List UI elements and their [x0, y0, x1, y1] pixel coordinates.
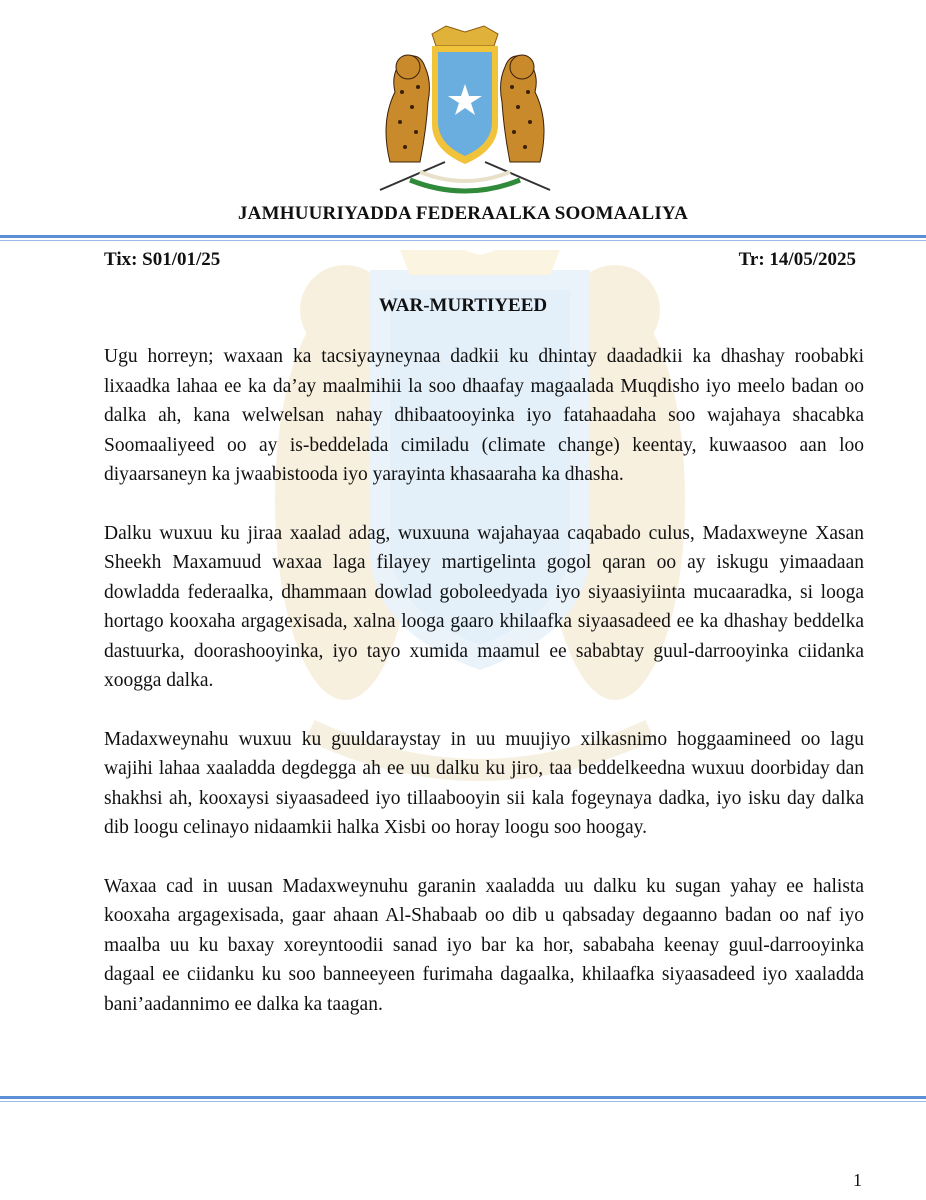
footer-divider-thin — [0, 1101, 926, 1102]
header-divider-thin — [0, 240, 926, 241]
paragraph: Ugu horreyn; waxaan ka tacsiyayneynaa dadkii ku dhintay daadadkii ka dhashay roobabki lixaadka lahaa ee ka da’ay maalmihii la soo dhaafay magaalada Muqdisho iyo meelo badan oo dalka ah, kana welwelsan nahay dhibaatooyinka iyo fatahaadaha soo wajahaya shacabka Soomaaliyeed oo ay is-beddelada cimiladu (climate change) keentay, kuwaasoo aan loo diyaarsaneyn ka jwaabistooda iyo yarayinta khasaaraha ka dhasha. — [104, 346, 864, 485]
footer-divider — [0, 1096, 926, 1099]
page-number: 1 — [853, 1170, 862, 1190]
document-title: WAR-MURTIYEED — [378, 295, 548, 316]
org-title: JAMHUURIYADDA FEDERAALKA SOOMAALIYA — [237, 203, 689, 224]
paragraph: Madaxweynahu wuxuu ku guuldaraystay in uu muujiyo xilkasnimo hoggaamineed oo lagu wajihi lahaa xaaladda degdegga ah ee uu dalku ku jiro, taa beddelkeedna wuxuu doorbiday dan shakhsi ah, kooxaysi siyaasadeed iyo tillaabooyin sii kala fogeynaya dadka, iyo isku day dalka dib loogu celinayo nidaamkii halka Xisbi oo horay loogu soo hoogay. — [104, 728, 864, 838]
paragraph: Waxaa cad in uusan Madaxweynuhu garanin xaaladda uu dalku ku sugan yahay ee halista kooxaha argagexisada, gaar ahaan Al-Shabaab oo dib u qabsaday degaanno badan oo naf iyo maalba uu ku baxay xoreyntoodii sanad iyo bar ka hor, sababaha keenay guul-darrooyinka dagaal ee ciidanku ku soo banneeyeen furimaha dagaalka, khilaafka siyaasadeed iyo xaaladda bani’aadannimo ee dalka ka taagan. — [104, 875, 864, 1015]
document-body — [104, 342, 864, 1048]
document-date: Tr: 14/05/2025 — [738, 249, 856, 270]
paragraph: Dalku wuxuu ku jiraa xaalad adag, wuxuuna wajahayaa caqabado culus, Madaxweyne Xasan Sheekh Maxamuud waxaa laga filayey martigelinta gogol qaran oo ay iskugu yimaadaan dowladda federaalka, dhammaan dowlad goboleedyada iyo siyaasiyiinta mucaaradka, si looga hortago kooxaha argagexisada, xalna looga gaaro khilaafka siyaasadeed ee ka dhashay beddelka dastuurka, doorashooyinka, iyo tayo xumida maamul ee sababtay guul-darrooyinka ciidanka xoogga dalka. — [104, 522, 864, 691]
somalia-coat-of-arms-icon — [350, 12, 580, 202]
reference-number: Tix: S01/01/25 — [104, 249, 221, 270]
header-divider — [0, 235, 926, 238]
